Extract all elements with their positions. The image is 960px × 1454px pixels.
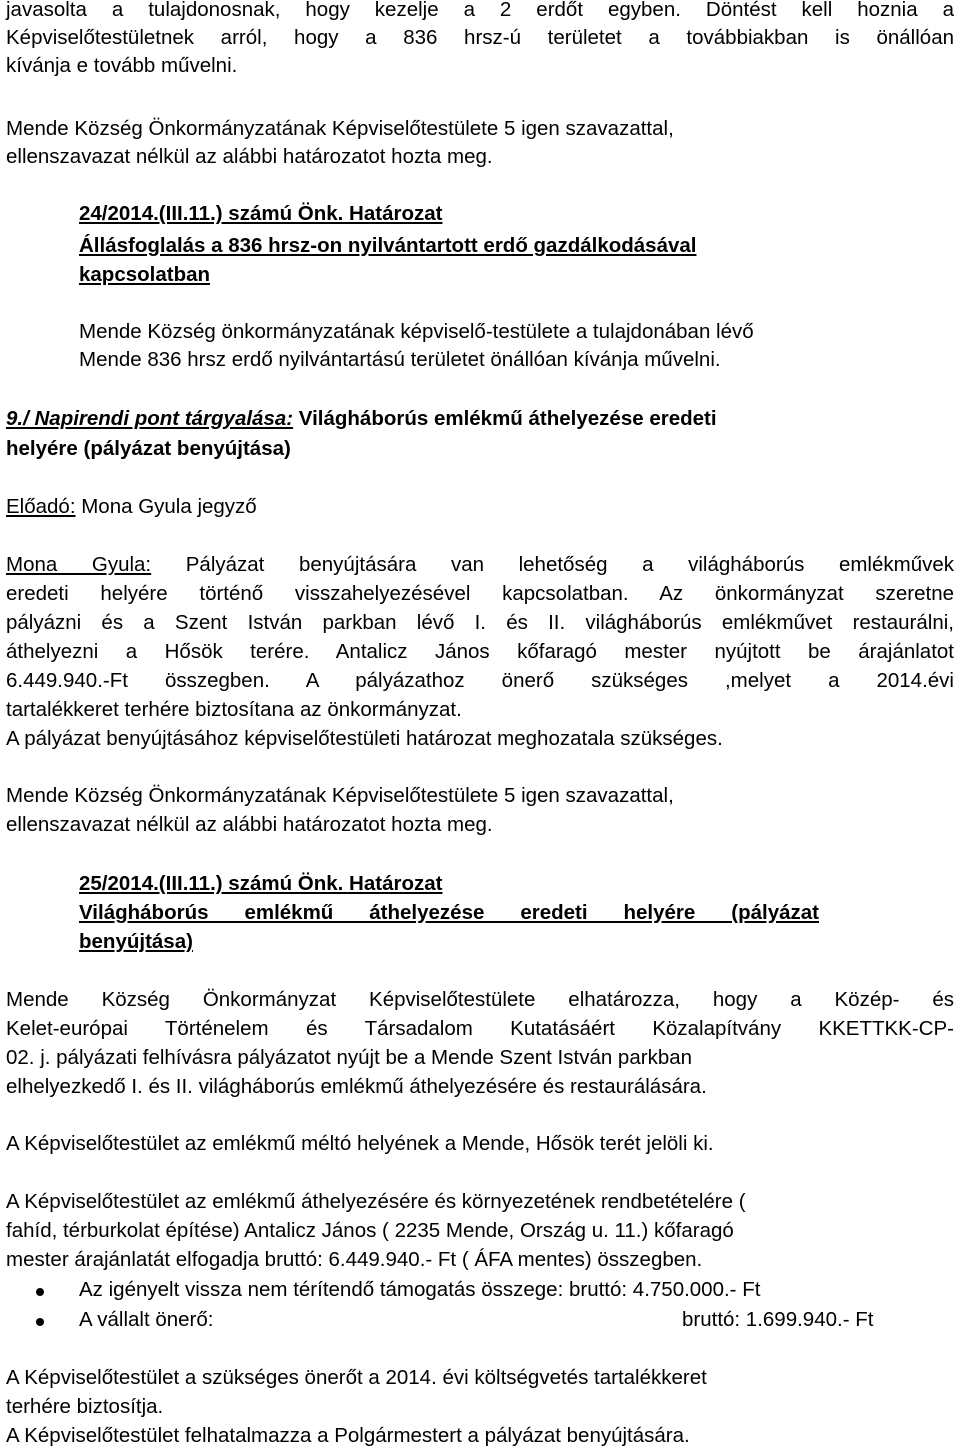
agenda-heading [6, 405, 717, 433]
speech-text: pályázni és a Szent István parkban lévő I. és II. világháborús emlékművet restaurálni, [6, 611, 954, 634]
presenter-line [6, 493, 257, 521]
resolution-title: kapcsolatban [79, 263, 211, 286]
resolution-body: 02. j. pályázati felhívásra pályázatot nyújt be a Mende Szent István parkban [6, 1046, 693, 1069]
text-line: Mende Község Önkormányzatának Képviselőtestülete 5 igen szavazattal, [6, 117, 674, 140]
resolution-body: terhére biztosítja. [6, 1395, 164, 1418]
resolution-title: benyújtása) [79, 930, 193, 953]
speaker-line [6, 551, 954, 579]
bullet-item: Az igényelt vissza nem térítendő támogatás összege: bruttó: 4.750.000.- Ft [79, 1278, 761, 1301]
resolution-body: A Képviselőtestület az emlékmű áthelyezésére és környezetének rendbetételére ( [6, 1190, 746, 1213]
speech-text: A pályázat benyújtásához képviselőtestületi határozat meghozatala szükséges. [6, 727, 723, 750]
vote-text: Mende Község Önkormányzatának Képviselőtestülete 5 igen szavazattal, [6, 784, 674, 807]
resolution-body: Mende 836 hrsz erdő nyilvántartású területet önállóan kívánja művelni. [79, 348, 721, 371]
resolution-title: Állásfoglalás a 836 hrsz-on nyilvántartott erdő gazdálkodásával [79, 234, 697, 257]
text-line: Képviselőtestületnek arról, hogy a 836 hrsz-ú területet a továbbiakban is önállóan [6, 26, 954, 49]
resolution-body: Mende Község Önkormányzat Képviselőtestülete elhatározza, hogy a Közép- és [6, 988, 954, 1011]
resolution-body: mester árajánlatát elfogadja bruttó: 6.449.940.- Ft ( ÁFA mentes) összegben. [6, 1248, 703, 1271]
agenda-title: Világháborús emlékmű áthelyezése eredeti [293, 407, 717, 430]
resolution-body: Mende Község önkormányzatának képviselő-testülete a tulajdonában lévő [79, 320, 754, 343]
bullet-icon [36, 1318, 44, 1326]
resolution-body: fahíd, térburkolat építése) Antalicz János ( 2235 Mende, Ország u. 11.) kőfaragó [6, 1219, 734, 1242]
presenter-label: Előadó: [6, 495, 76, 518]
speaker-label: Mona Gyula: [6, 553, 152, 576]
resolution-body: Kelet-európai Történelem és Társadalom Kutatásáért Közalapítvány KKETTKK-CP- [6, 1017, 954, 1040]
vote-text: ellenszavazat nélkül az alábbi határozatot hozta meg. [6, 813, 493, 836]
agenda-prefix: 9./ Napirendi pont tárgyalása: [6, 407, 294, 430]
text-line: ellenszavazat nélkül az alábbi határozatot hozta meg. [6, 145, 493, 168]
bullet-item: A vállalt önerő: [79, 1308, 214, 1331]
bullet-icon [36, 1288, 44, 1296]
resolution-number: 24/2014.(III.11.) számú Önk. Határozat [79, 202, 443, 225]
resolution-body: A Képviselőtestület az emlékmű méltó helyének a Mende, Hősök terét jelöli ki. [6, 1132, 714, 1155]
speech-text: 6.449.940.-Ft összegben. A pályázathoz önerő szükséges ,melyet a 2014.évi [6, 669, 954, 692]
resolution-number: 25/2014.(III.11.) számú Önk. Határozat [79, 872, 443, 895]
resolution-body: A Képviselőtestület a szükséges önerőt a 2014. évi költségvetés tartalékkeret [6, 1366, 707, 1389]
resolution-body: elhelyezkedő I. és II. világháborús emlékmű áthelyezésére és restaurálására. [6, 1075, 707, 1098]
bullet-value: bruttó: 1.699.940.- Ft [682, 1308, 874, 1331]
text-line: kívánja e tovább művelni. [6, 54, 238, 77]
speech-text: eredeti helyére történő visszahelyezésével kapcsolatban. Az önkormányzat szeretne [6, 582, 954, 605]
speech-text: Pályázat benyújtására van lehetőség a világháborús emlékművek [151, 553, 955, 576]
text-line: javasolta a tulajdonosnak, hogy kezelje a 2 erdőt egyben. Döntést kell hoznia a [6, 0, 954, 21]
agenda-title: helyére (pályázat benyújtása) [6, 437, 291, 460]
presenter-name: Mona Gyula jegyző [75, 495, 257, 518]
speech-text: tartalékkeret terhére biztosítana az önkormányzat. [6, 698, 462, 721]
speech-text: áthelyezni a Hősök terére. Antalicz János kőfaragó mester nyújtott be árajánlatot [6, 640, 954, 663]
resolution-body: A Képviselőtestület felhatalmazza a Polgármestert a pályázat benyújtására. [6, 1424, 690, 1447]
resolution-title: Világháborús emlékmű áthelyezése eredeti helyére (pályázat [79, 901, 819, 924]
